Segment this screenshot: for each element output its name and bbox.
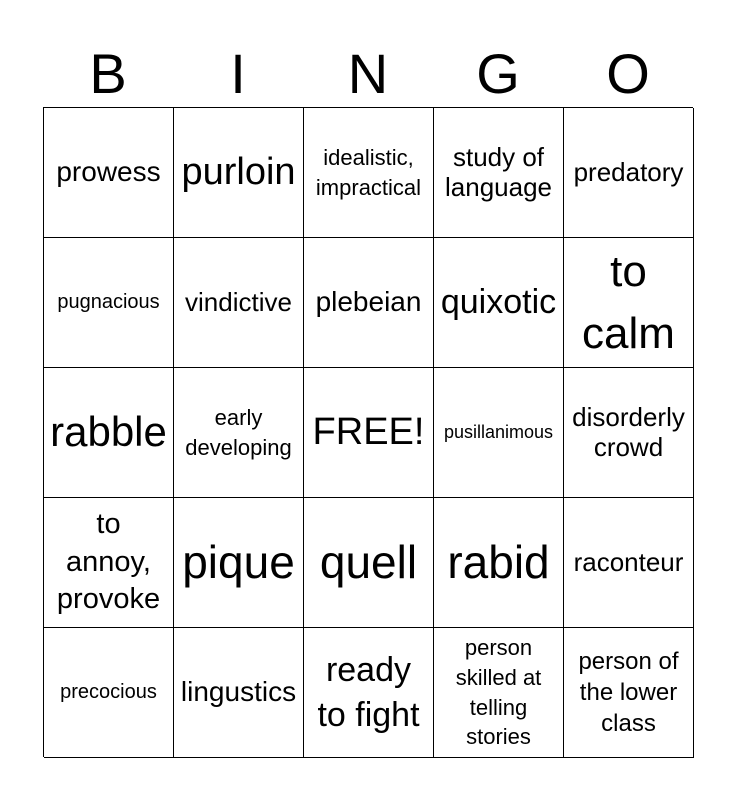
bingo-cell[interactable]: plebeian — [304, 238, 434, 368]
bingo-cell[interactable]: pugnacious — [44, 238, 174, 368]
bingo-cell[interactable]: lingustics — [174, 628, 304, 758]
header-letter-g: G — [476, 42, 520, 105]
free-space[interactable]: FREE! — [304, 368, 434, 498]
bingo-cell[interactable]: to annoy, provoke — [44, 498, 174, 628]
header-letter-o: O — [606, 42, 650, 105]
bingo-cell[interactable]: purloin — [174, 108, 304, 238]
bingo-cell[interactable]: predatory — [564, 108, 694, 238]
bingo-cell[interactable]: disorderly crowd — [564, 368, 694, 498]
header-letter-i: I — [230, 42, 246, 105]
bingo-cell[interactable]: to calm — [564, 238, 694, 368]
header-letter-n: N — [347, 42, 389, 105]
bingo-cell[interactable]: pusillanimous — [434, 368, 564, 498]
header-letter-b: B — [89, 42, 127, 105]
bingo-cell[interactable]: prowess — [44, 108, 174, 238]
bingo-cell[interactable]: quell — [304, 498, 434, 628]
bingo-cell[interactable]: quixotic — [434, 238, 564, 368]
bingo-cell[interactable]: person of the lower class — [564, 628, 694, 758]
bingo-cell[interactable]: person skilled at telling stories — [434, 628, 564, 758]
bingo-cell[interactable]: study of language — [434, 108, 564, 238]
bingo-cell[interactable]: vindictive — [174, 238, 304, 368]
bingo-cell[interactable]: early developing — [174, 368, 304, 498]
bingo-cell[interactable]: precocious — [44, 628, 174, 758]
bingo-cell[interactable]: ready to fight — [304, 628, 434, 758]
bingo-grid — [43, 107, 693, 757]
bingo-cell[interactable]: rabble — [44, 368, 174, 498]
bingo-cell[interactable]: raconteur — [564, 498, 694, 628]
bingo-cell[interactable]: rabid — [434, 498, 564, 628]
bingo-header — [43, 42, 693, 106]
bingo-cell[interactable]: idealistic, impractical — [304, 108, 434, 238]
bingo-cell[interactable]: pique — [174, 498, 304, 628]
